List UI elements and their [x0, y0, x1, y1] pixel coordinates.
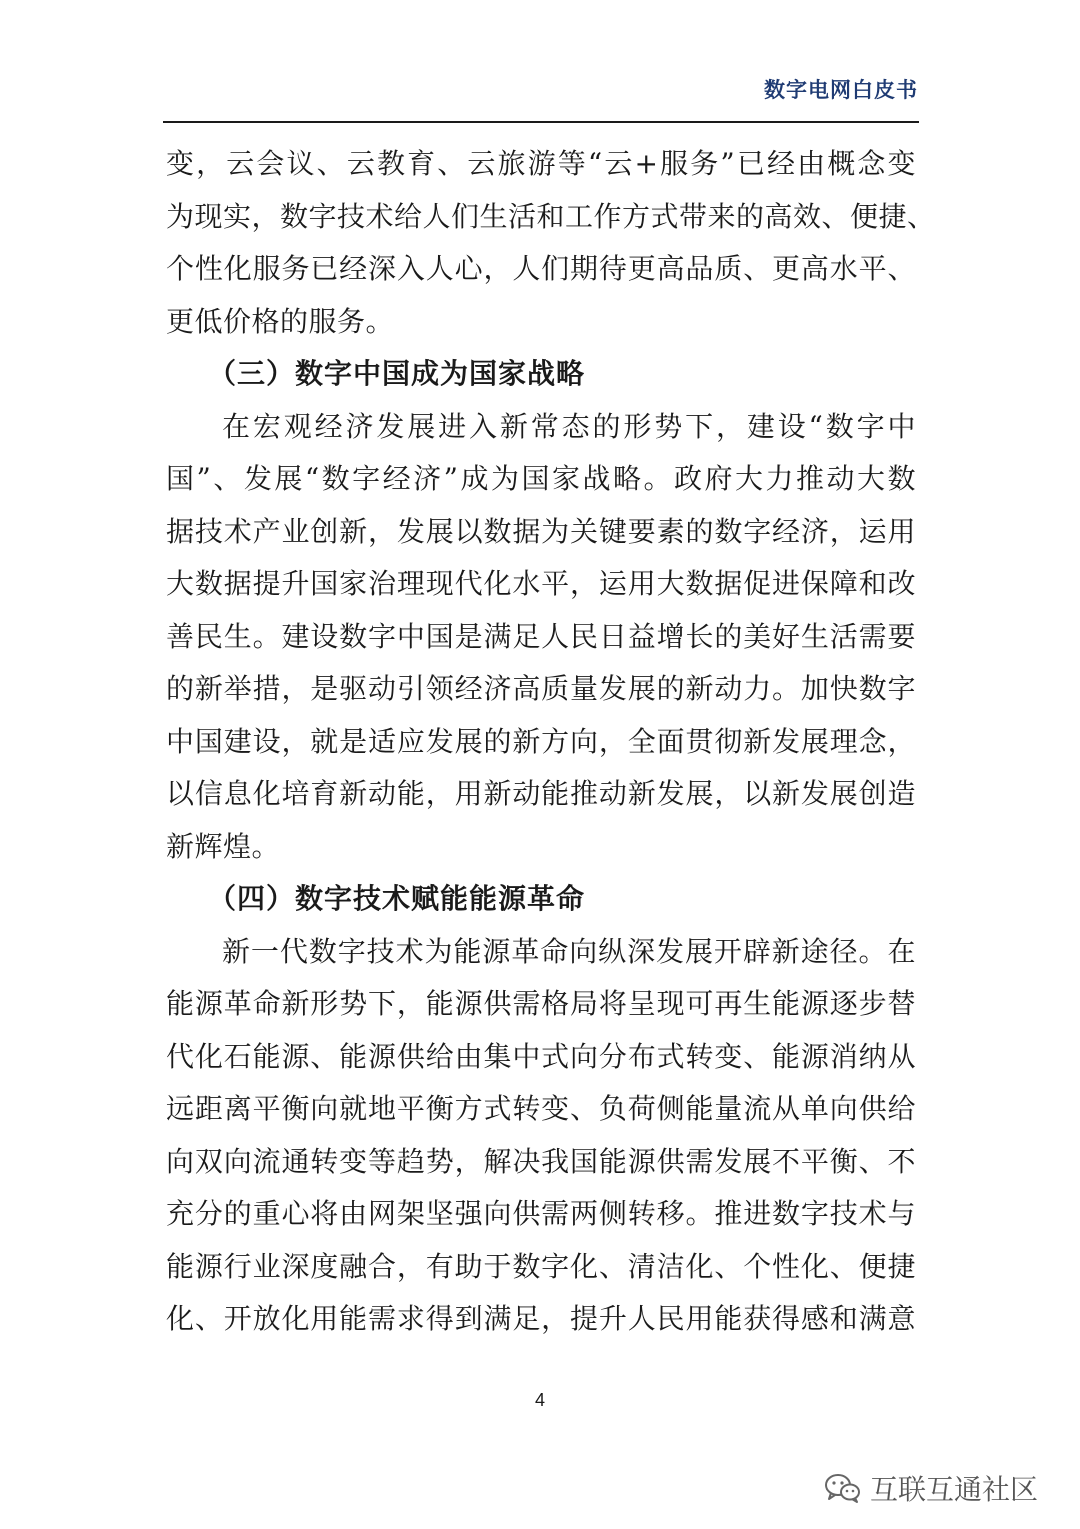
- body-line: 变，云会议、云教育、云旅游等“云+服务”已经由概念变: [166, 147, 916, 180]
- wechat-icon: [824, 1472, 862, 1504]
- body-line: 新辉煌。: [166, 829, 281, 863]
- body-line: 为现实，数字技术给人们生活和工作方式带来的高效、便捷、: [166, 199, 936, 233]
- body-line: 的新举措，是驱动引领经济高质量发展的新动力。加快数字: [166, 672, 916, 705]
- body-line: 个性化服务已经深入人心，人们期待更高品质、更高水平、: [166, 252, 916, 285]
- body-line: 化、开放化用能需求得到满足，提升人民用能获得感和满意: [166, 1302, 916, 1335]
- body-line: 更低价格的服务。: [166, 304, 395, 338]
- watermark-text: 互联互通社区: [869, 1473, 1038, 1506]
- body-line: 充分的重心将由网架坚强向供需两侧转移。推进数字技术与: [166, 1197, 916, 1230]
- section-heading-4: （四）数字技术赋能能源革命: [208, 882, 586, 915]
- body-line: 中国建设，就是适应发展的新方向，全面贯彻新发展理念，: [166, 724, 916, 758]
- page-number: 4: [534, 1390, 545, 1410]
- header-title: 数字电网白皮书: [764, 78, 918, 102]
- body-line: 能源行业深度融合，有助于数字化、清洁化、个性化、便捷: [166, 1249, 916, 1283]
- body-line: 国”、发展“数字经济”成为国家战略。政府大力推动大数: [166, 462, 916, 495]
- body-line: 以信息化培育新动能，用新动能推动新发展，以新发展创造: [166, 777, 916, 810]
- watermark: [824, 1468, 1038, 1508]
- body-line: 远距离平衡向就地平衡方式转变、负荷侧能量流从单向供给: [166, 1092, 916, 1125]
- header-rule: [163, 121, 919, 123]
- body-line: 善民生。建设数字中国是满足人民日益增长的美好生活需要: [166, 619, 916, 653]
- body-line: 新一代数字技术为能源革命向纵深发展开辟新途径。在: [222, 934, 916, 968]
- body-line: 据技术产业创新，发展以数据为关键要素的数字经济，运用: [166, 514, 916, 548]
- body-line: 代化石能源、能源供给由集中式向分布式转变、能源消纳从: [166, 1039, 916, 1073]
- body-line: 能源革命新形势下，能源供需格局将呈现可再生能源逐步替: [166, 987, 916, 1020]
- body-line: 在宏观经济发展进入新常态的形势下，建设“数字中: [222, 409, 916, 443]
- document-body: [166, 138, 936, 1346]
- section-heading-3: （三）数字中国成为国家战略: [208, 357, 586, 390]
- body-line: 向双向流通转变等趋势，解决我国能源供需发展不平衡、不: [166, 1144, 916, 1178]
- body-line: 大数据提升国家治理现代化水平，运用大数据促进保障和改: [166, 567, 916, 600]
